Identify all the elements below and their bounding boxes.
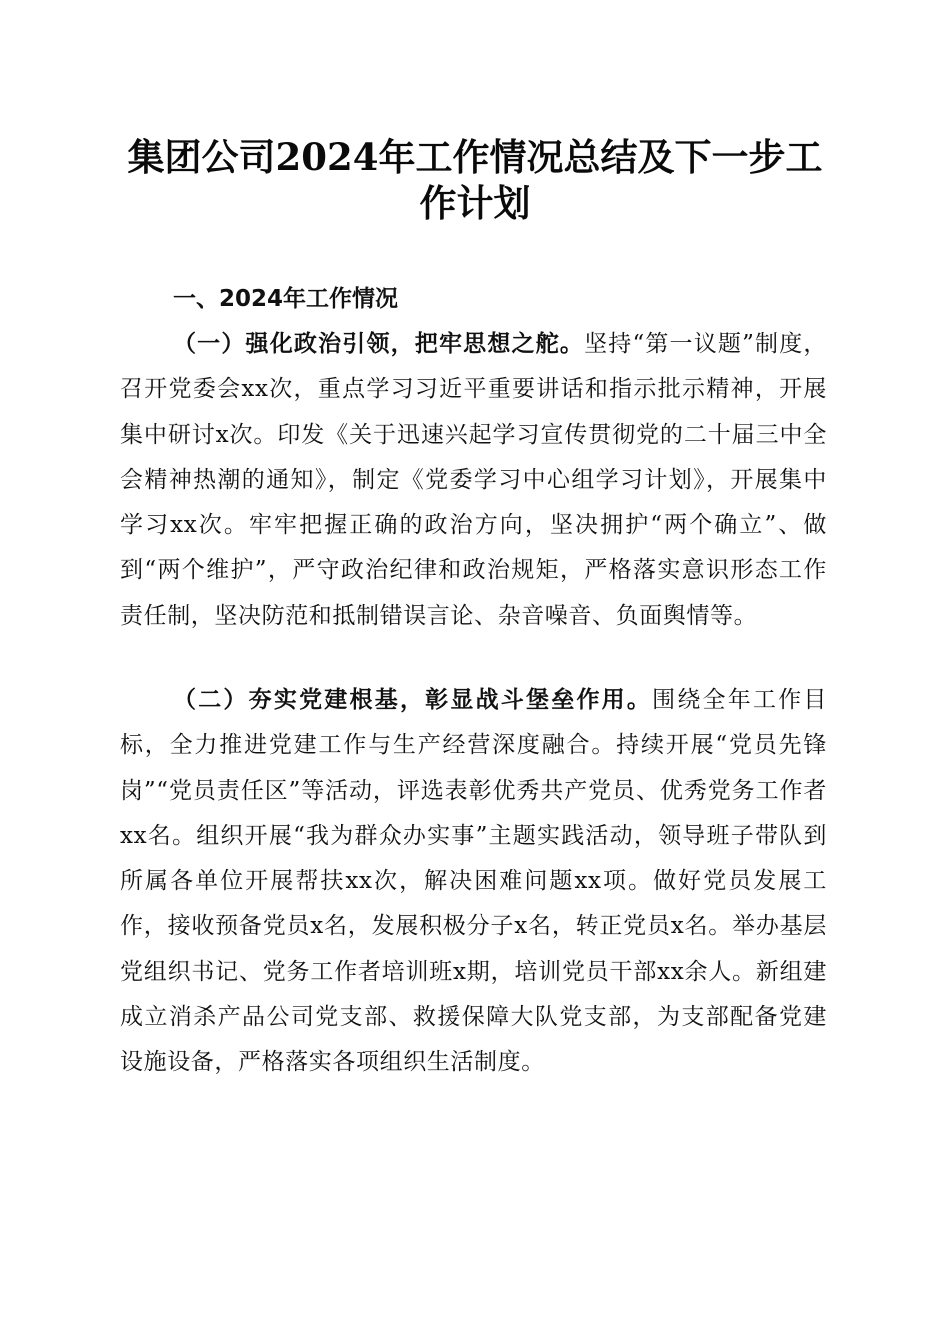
paragraph-party-building: [120, 677, 827, 1086]
section-heading: 一、2024年工作情况: [173, 286, 399, 312]
paragraph-lead: （二）夯实党建根基，彰显战斗堡垒作用。: [173, 686, 653, 713]
paragraph-lead: （一）强化政治引领，把牢思想之舵。: [173, 330, 585, 357]
document-title: 集团公司2024年工作情况总结及下一步工作计划: [127, 135, 823, 225]
paragraph-body: 坚持“第一议题”制度，召开党委会xx次，重点学习习近平重要讲话和指示批示精神，开展集中研讨x次。印发《关于迅速兴起学习宣传贯彻党的二十届三中全会精神热潮的通知》，制定《党委学习中心组学习计划》，开展集中学习xx次。牢牢把握正确的政治方向，坚决拥护“两个确立”、做到“两个维护”，严守政治纪律和政治规矩，严格落实意识形态工作责任制，坚决防范和抵制错误言论、杂音噪音、负面舆情等。: [120, 331, 827, 629]
paragraph-political-guidance: [120, 321, 827, 639]
paragraph-body: 围绕全年工作目标，全力推进党建工作与生产经营深度融合。持续开展“党员先锋岗”“党员责任区”等活动，评选表彰优秀共产党员、优秀党务工作者xx名。组织开展“我为群众办实事”主题实践活动，领导班子带队到所属各单位开展帮扶xx次，解决困难问题xx项。做好党员发展工作，接收预备党员x名，发展积极分子x名，转正党员x名。举办基层党组织书记、党务工作者培训班x期，培训党员干部xx余人。新组建成立消杀产品公司党支部、救援保障大队党支部，为支部配备党建设施设备，严格落实各项组织生活制度。: [120, 687, 828, 1076]
